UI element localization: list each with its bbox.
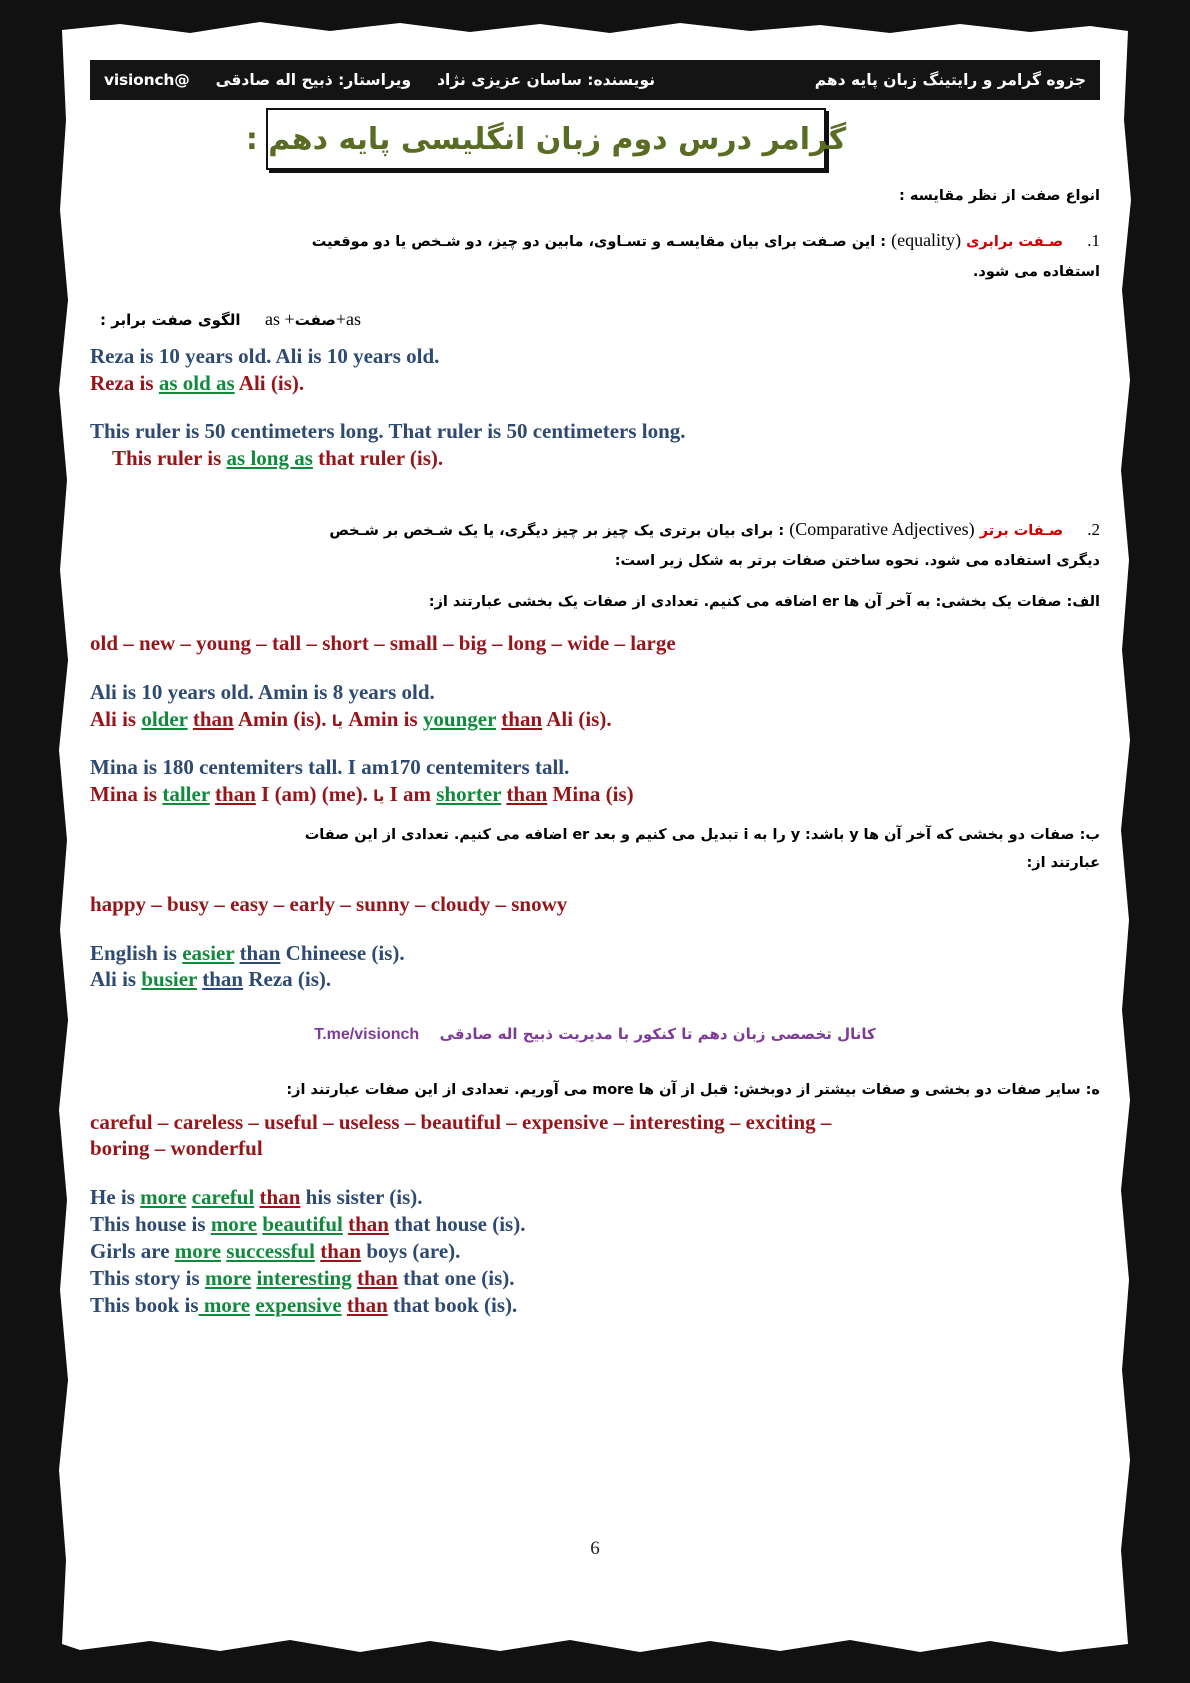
subsection-he-adjective-list-line2: boring – wonderful bbox=[90, 1136, 263, 1161]
header-editor: ویراستار: ذبیح اله صادقی bbox=[215, 71, 412, 89]
answer-than: than bbox=[215, 782, 256, 807]
sentence-seg: Reza (is). bbox=[243, 967, 332, 992]
pattern-adjective-word: صفت bbox=[294, 310, 336, 329]
pattern-as-right: + as bbox=[265, 308, 295, 329]
example-answer bbox=[90, 445, 1100, 472]
section-2-title-fa: صـفات برتر bbox=[979, 523, 1064, 540]
section-2 bbox=[90, 512, 1100, 547]
sentence-than: than bbox=[202, 967, 244, 992]
sentence-keyword: successful bbox=[226, 1239, 315, 1264]
answer-seg: Amin (is). bbox=[233, 706, 327, 731]
example-sentence bbox=[90, 1238, 1100, 1265]
section-1-description: : این صـفت برای بیان مقایسـه و تسـاوی، مابین دو چیز، دو شـخص یا دو موقعیت bbox=[311, 234, 887, 251]
sentence-seg: Girls are bbox=[90, 1239, 175, 1264]
header-booklet-title: جزوه گرامر و رایتینگ زبان پایه دهم bbox=[814, 71, 1086, 89]
intro-heading: انواع صفت از نظر مقایسه : bbox=[899, 188, 1100, 204]
subsection-be-rule-cont: عبارتند از: bbox=[1026, 855, 1100, 872]
document-page bbox=[62, 30, 1128, 1644]
sentence-keyword: busier bbox=[141, 967, 197, 992]
sentence-seg: This house is bbox=[90, 1212, 211, 1237]
sentence-seg: that one (is). bbox=[397, 1265, 515, 1290]
answer-seg: Amin is bbox=[348, 706, 423, 731]
section-1-title-fa: صـفت برابری bbox=[966, 234, 1064, 251]
answer-seg: Ali (is). bbox=[542, 706, 612, 731]
subsection-he-adjective-list-line1: careful – careless – useful – useless – beautiful – expensive – interesting – exciting – bbox=[90, 1109, 832, 1134]
subsection-alef-rule: الف: صفات یک بخشی: به آخر آن ها er اضافه می کنیم. تعدادی از صفات یک بخشی عبارتند از: bbox=[428, 594, 1100, 611]
answer-keyword: younger bbox=[422, 706, 497, 731]
example-sentence bbox=[90, 1265, 1100, 1292]
subsection-be-adjective-list: happy – busy – easy – early – sunny – cloudy – snowy bbox=[90, 891, 568, 916]
sentence-more: more bbox=[210, 1212, 258, 1237]
answer-keyword: taller bbox=[162, 782, 210, 807]
subsection-he-rule: ه: سایر صفات دو بخشی و صفات بیشتر از دوبخش: قبل از آن ها more می آوریم. تعدادی از این صفات عبارتند از: bbox=[286, 1082, 1100, 1099]
section-2-number: 2. bbox=[1087, 520, 1100, 540]
section-2-description: : برای بیان برتری یک چیز بر چیز دیگری، یا یک شـخص بر شـخص bbox=[329, 523, 785, 540]
sentence-than: than bbox=[320, 1239, 362, 1264]
sentence-keyword: expensive bbox=[255, 1292, 342, 1317]
section-2-title-en: (Comparative Adjectives) bbox=[789, 519, 975, 540]
section-1 bbox=[90, 223, 1100, 258]
answer-seg: that ruler (is). bbox=[312, 446, 444, 471]
answer-keyword: as old as bbox=[158, 370, 235, 395]
answer-seg: Mina (is) bbox=[547, 782, 634, 807]
header-author: نویسنده: ساسان عزیزی نژاد bbox=[437, 71, 656, 89]
lesson-title-box bbox=[245, 108, 847, 170]
example-sentence bbox=[90, 940, 1100, 967]
answer-keyword: shorter bbox=[436, 782, 502, 807]
section-1-description-cont: استفاده می شود. bbox=[972, 264, 1100, 281]
answer-separator-or: یا bbox=[367, 787, 390, 806]
example-premise: Mina is 180 centemiters tall. I am170 centemiters tall. bbox=[90, 755, 570, 780]
sentence-than: than bbox=[239, 940, 281, 965]
answer-keyword: older bbox=[141, 706, 188, 731]
subsection-alef-adjective-list: old – new – young – tall – short – small – big – long – wide – large bbox=[90, 630, 676, 655]
sentence-seg: He is bbox=[90, 1185, 141, 1210]
example-premise: This ruler is 50 centimeters long. That ruler is 50 centimeters long. bbox=[90, 419, 686, 444]
sentence-keyword: beautiful bbox=[262, 1212, 343, 1237]
telegram-promo-line[interactable] bbox=[90, 1025, 1100, 1044]
sentence-more: more bbox=[204, 1265, 252, 1290]
answer-separator-or: یا bbox=[326, 711, 349, 730]
example-sentence bbox=[90, 966, 1100, 993]
sentence-keyword: careful bbox=[191, 1185, 255, 1210]
sentence-seg: Ali is bbox=[90, 967, 142, 992]
answer-seg: I (am) (me). bbox=[255, 782, 368, 807]
promo-text-fa: کانال تخصصی زبان دهم تا کنکور با مدیریت ذبیح اله صادقی bbox=[439, 1025, 876, 1044]
example-answer bbox=[90, 781, 1100, 808]
header-telegram-handle: @visionch bbox=[104, 71, 190, 89]
answer-seg: I am bbox=[389, 782, 437, 807]
page-title: گرامر درس دوم زبان انگلیسی پایه دهم : bbox=[245, 121, 847, 157]
answer-seg: Reza is bbox=[90, 370, 159, 395]
header-bar bbox=[90, 60, 1100, 100]
example-premise: Ali is 10 years old. Amin is 8 years old. bbox=[90, 679, 435, 704]
sentence-keyword: interesting bbox=[256, 1265, 352, 1290]
section-1-number: 1. bbox=[1087, 231, 1100, 251]
answer-seg: Ali is bbox=[90, 706, 142, 731]
sentence-seg: that house (is). bbox=[388, 1212, 526, 1237]
sentence-than: than bbox=[259, 1185, 301, 1210]
sentence-seg: This story is bbox=[90, 1265, 205, 1290]
page-number: 6 bbox=[590, 1538, 600, 1559]
example-answer bbox=[90, 370, 1100, 397]
example-premise: Reza is 10 years old. Ali is 10 years old. bbox=[90, 343, 440, 368]
document-body bbox=[90, 182, 1100, 1319]
example-sentence bbox=[90, 1292, 1100, 1319]
section-2-description-cont: دیگری استفاده می شود. نحوه ساختن صفات برتر به شکل زیر است: bbox=[614, 553, 1100, 570]
section-1-title-en: (equality) bbox=[891, 230, 962, 251]
sentence-seg: Chineese (is). bbox=[280, 940, 405, 965]
promo-telegram-link[interactable]: T.me/visionch bbox=[314, 1026, 420, 1044]
sentence-seg: that book (is). bbox=[387, 1292, 518, 1317]
sentence-than: than bbox=[348, 1212, 389, 1237]
answer-seg: This ruler is bbox=[112, 446, 227, 471]
sentence-than: than bbox=[346, 1292, 388, 1317]
answer-than: than bbox=[192, 706, 234, 731]
sentence-seg: his sister (is). bbox=[300, 1185, 423, 1210]
pattern-label: الگوی صفت برابر : bbox=[100, 310, 241, 329]
sentence-keyword: easier bbox=[182, 940, 235, 965]
sentence-more: more bbox=[174, 1239, 222, 1264]
sentence-more: more bbox=[140, 1185, 187, 1210]
pattern-as-left: as+ bbox=[335, 308, 362, 329]
example-sentence bbox=[90, 1184, 1100, 1211]
answer-than: than bbox=[501, 706, 543, 731]
subsection-be-rule: ب: صفات دو بخشی که آخر آن ها y باشد: y را به i تبدیل می کنیم و بعد er اضافه می کنیم. تعدادی از این صفات bbox=[304, 827, 1100, 844]
answer-seg: Mina is bbox=[90, 782, 163, 807]
sentence-seg: This book is bbox=[90, 1292, 199, 1317]
sentence-than: than bbox=[356, 1265, 398, 1290]
answer-seg: Ali (is). bbox=[234, 370, 305, 395]
example-sentence bbox=[90, 1211, 1100, 1238]
sentence-seg: English is bbox=[90, 940, 183, 965]
answer-keyword: as long as bbox=[226, 446, 313, 471]
example-answer bbox=[90, 706, 1100, 733]
equality-pattern-line bbox=[90, 309, 1100, 330]
sentence-more: more bbox=[198, 1292, 251, 1317]
sentence-seg: boys (are). bbox=[361, 1239, 461, 1264]
answer-than: than bbox=[506, 782, 548, 807]
